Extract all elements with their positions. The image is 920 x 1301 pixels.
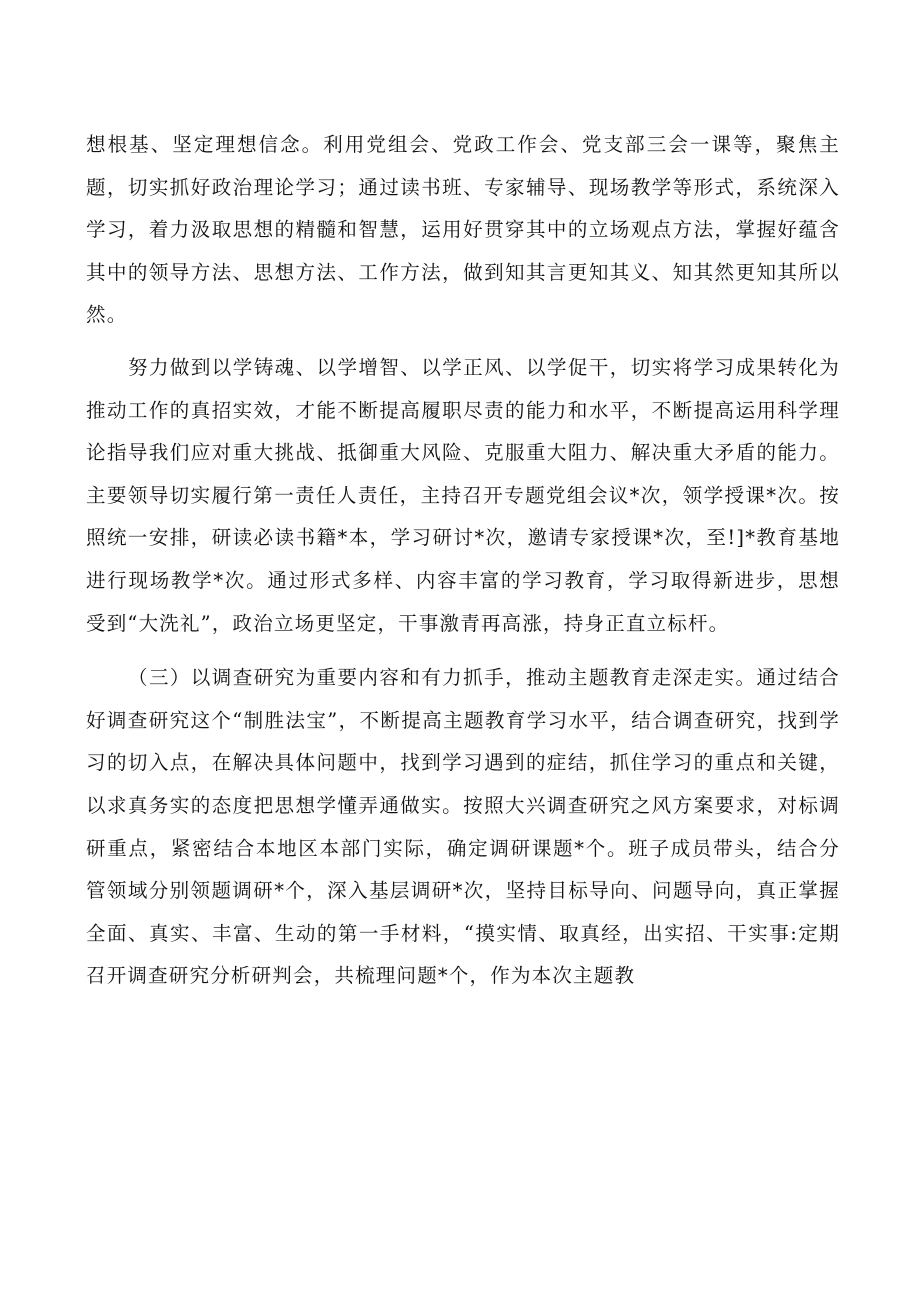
paragraph-section-three: （三）以调查研究为重要内容和有力抓手，推动主题教育走深走实。通过结合好调查研究这个“制胜法宝”，不断提高主题教育学习水平，结合调查研究，找到学习的切入点，在解决具体问题中，找到学习遇到的症结，抓住学习的重点和关键，以求真务实的态度把思想学懂弄通做实。按照大兴调查研究之风方案要求，对标调研重点，紧密结合本地区本部门实际，确定调研课题*个。班子成员带头，结合分管领域分别领题调研*个，深入基层调研*次，坚持目标导向、问题导向，真正掌握全面、真实、丰富、生动的第一手材料，“摸实情、取真经，出实招、干实事:定期召开调查研究分析研判会，共梳理问题*个，作为本次主题教 <box>86 666 840 988</box>
paragraph-study-results: 努力做到以学铸魂、以学增智、以学正风、以学促干，切实将学习成果转化为推动工作的真招实效，才能不断提高履职尽责的能力和水平，不断提高运用科学理论指导我们应对重大挑战、抵御重大风险、克服重大阻力、解决重大矛盾的能力。主要领导切实履行第一责任人责任，主持召开专题党组会议*次，领学授课*次。按照统一安排，研读必读书籍*本，学习研讨*次，邀请专家授课*次，至!]*教育基地进行现场教学*次。通过形式多样、内容丰富的学习教育，学习取得新进步，思想受到“大洗礼”，政治立场更坚定，干事激青再高涨，持身正直立标杆。 <box>86 355 840 635</box>
document-body <box>86 124 840 998</box>
paragraph-continuation: 想根基、坚定理想信念。利用党组会、党政工作会、党支部三会一课等，聚焦主题，切实抓好政治理论学习；通过读书班、专家辅导、现场教学等形式，系统深入学习，着力汲取思想的精髓和智慧，运用好贯穿其中的立场观点方法，掌握好蕴含其中的领导方法、思想方法、工作方法，做到知其言更知其义、知其然更知其所以然。 <box>86 133 840 327</box>
